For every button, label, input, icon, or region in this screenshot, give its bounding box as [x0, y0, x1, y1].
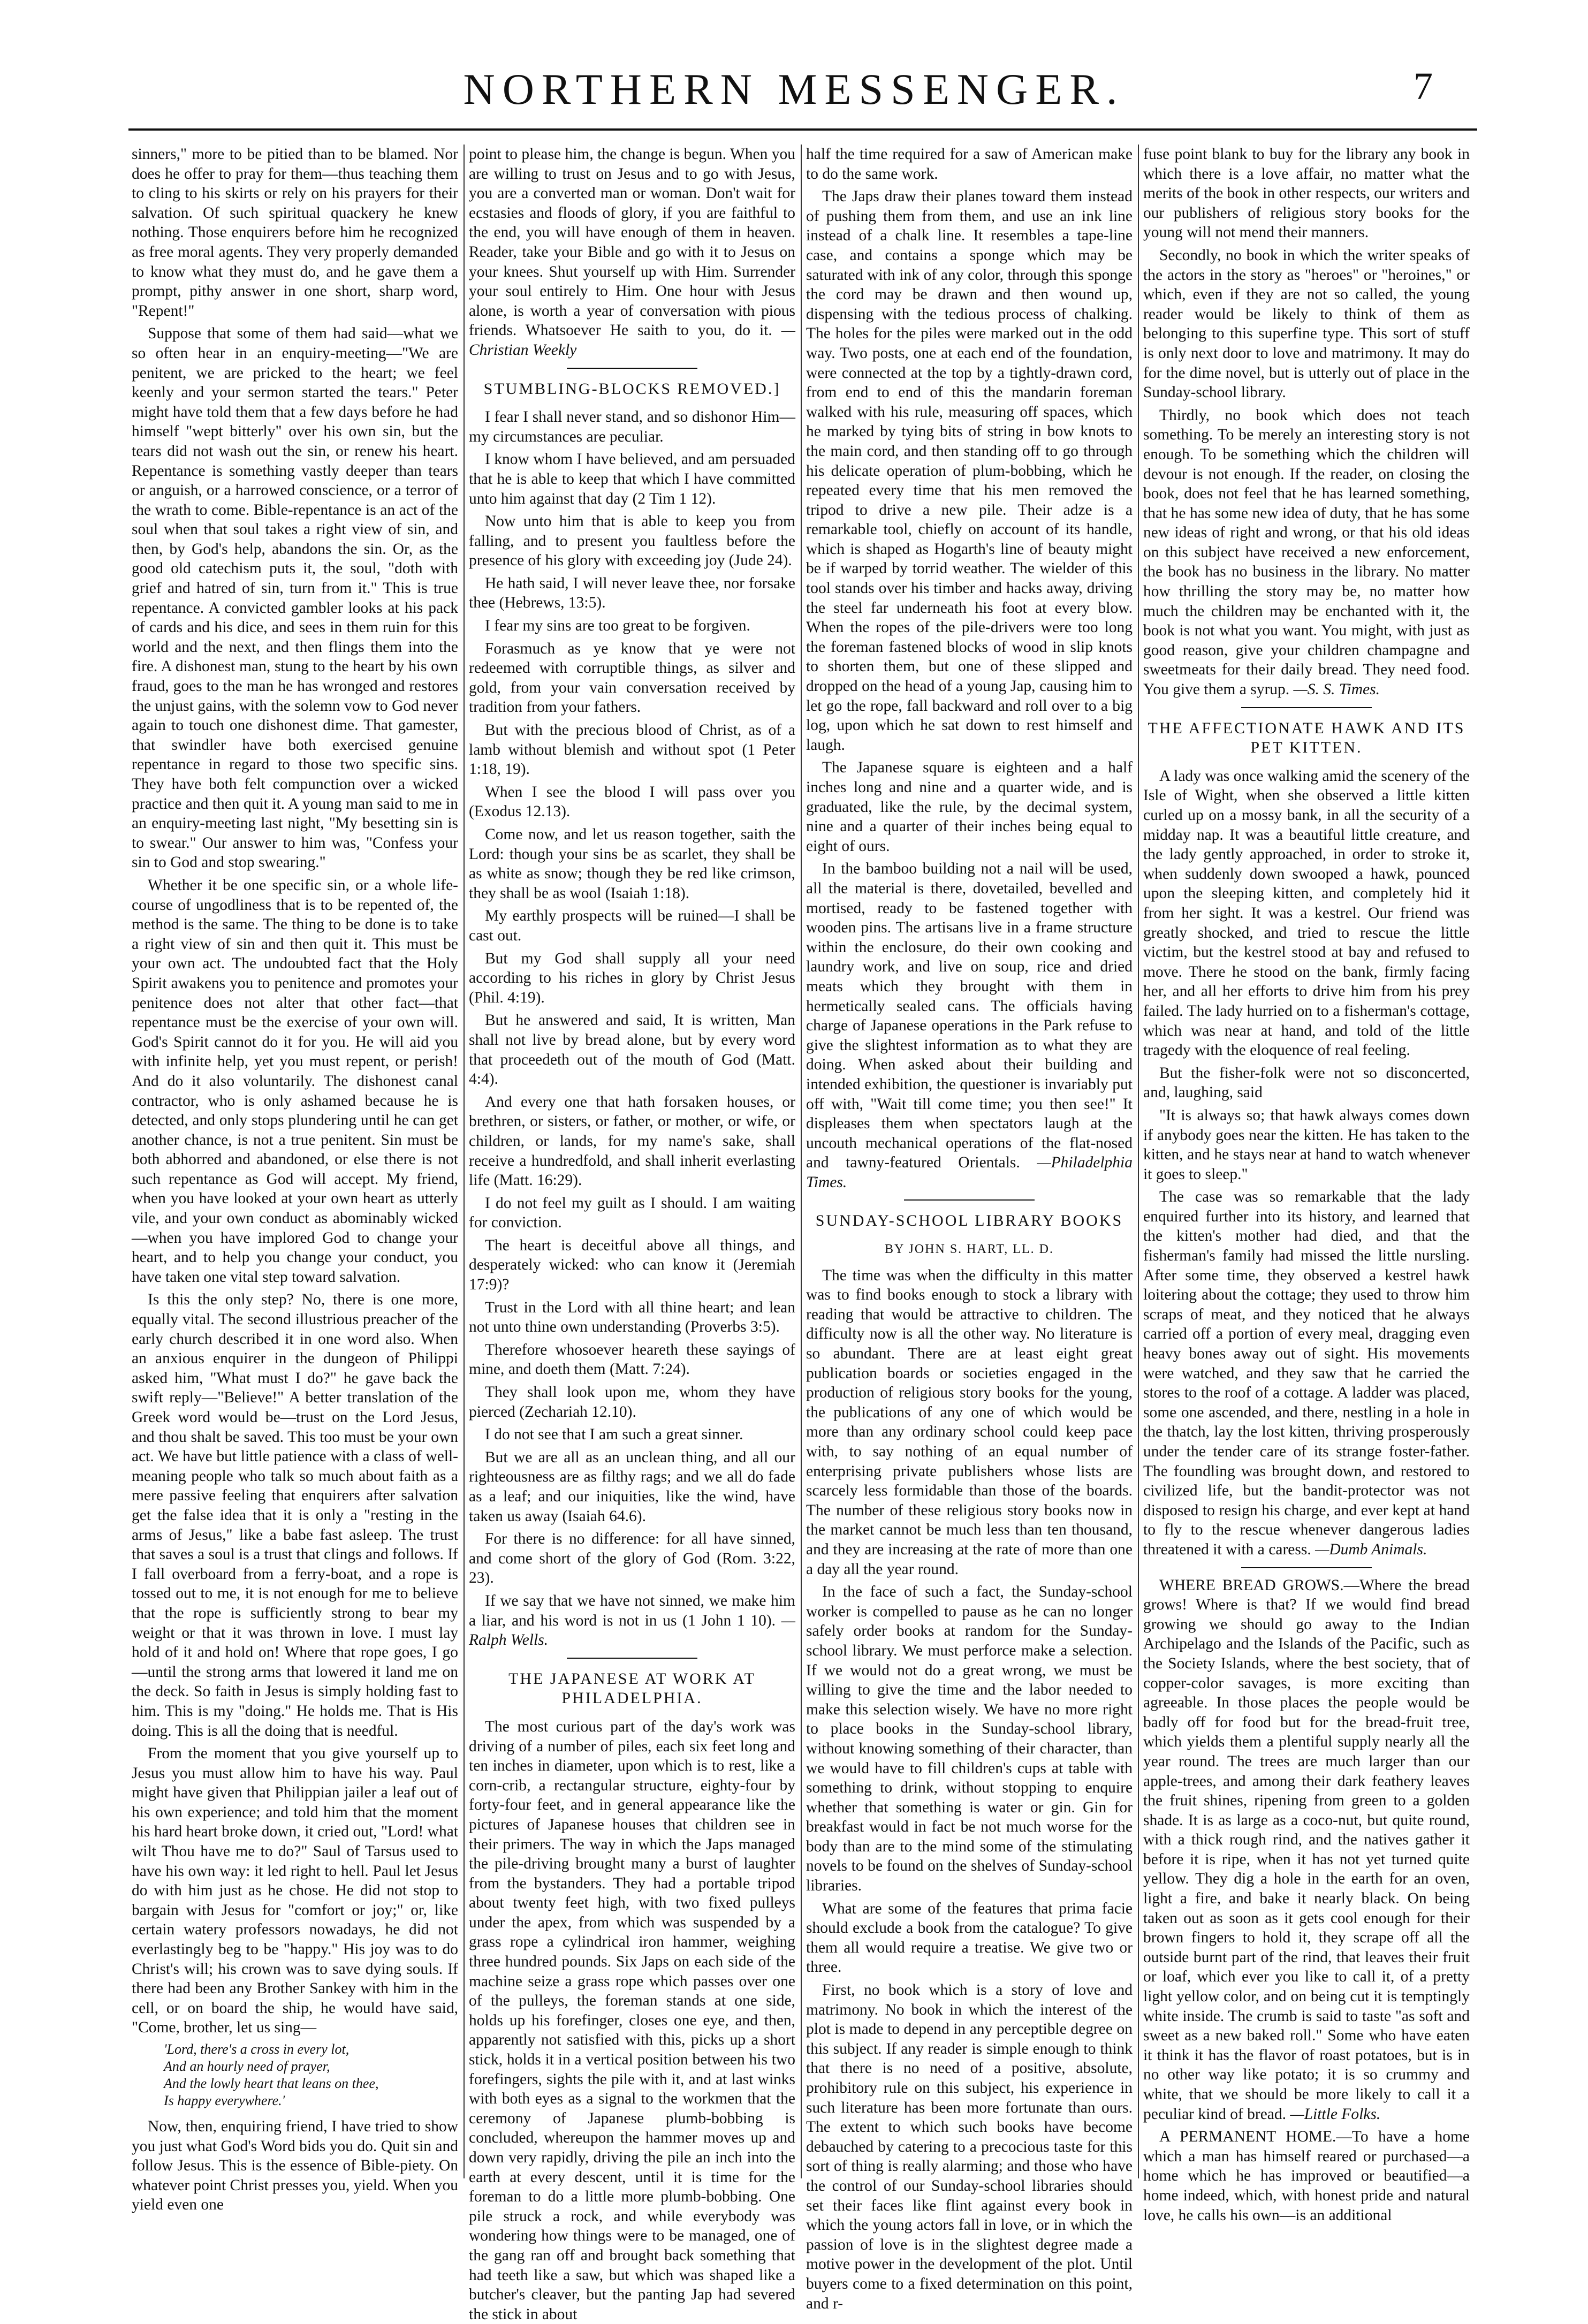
paragraph: Suppose that some of them had said—what we so often hear in an enquiry-meeting—"We are penitent, we are pricked to the heart; we feel keenly and your sermon started the tears." Peter might have told them that a few days before he had himself "wept bitterly" over his own sin, but the tears did not wash out the sin, or renew his heart. Repentance is something vastly deeper than tears or anguish, or a harrowed conscience, or a terror of the wrath to come. Bible-repentance is an act of the soul when that soul takes a right view of sin, and then, by God's help, abandons the sin. Or, as the good old catechism puts it, the soul, "doth with grief and hatred of sin, turn from it." This is true repentance. A convicted gambler looks at his pack of cards and his dice, and sees in them ruin for this world and the next, and then flings them into the fire. A dishonest man, stung to the heart by his own fraud, goes to the man he has wronged and restores the unjust gains, with the solemn vow to God never again to touch one dishonest dime. That gamester, that swindler have both exercised genuine repentance in regard to those two specific sins. They have both felt compunction over a wicked practice and then quit it. A young man said to me in an enquiry-meeting last night, "My besetting sin is to swear." Our answer to him was, "Confess your sin to God and stop swearing." — [132, 325, 458, 871]
paragraph: Come now, and let us reason together, saith the Lord: though your sins be as scarlet, they shall be as white as snow; though they be red like crimson, they shall be as wool (Isaiah 1:18). — [469, 826, 795, 902]
hymn-verse — [164, 2041, 458, 2109]
article-heading: STUMBLING-BLOCKS REMOVED.] — [483, 379, 781, 398]
paragraph: I fear I shall never stand, and so dishonor Him—my circumstances are peculiar. — [469, 408, 795, 445]
column-divider — [464, 145, 465, 2178]
lead-in: A PERMANENT HOME. — [1159, 2128, 1336, 2146]
article-heading: THE JAPANESE AT WORK AT PHILADELPHIA. — [508, 1669, 756, 1707]
section-divider — [1241, 1567, 1372, 1568]
paragraph: sinners," more to be pitied than to be blamed. Nor does he offer to pray for them—thus teaching them to cling to his skirts or rely on his prayers for their salvation. Of such spiritual quackery he knew nothing. Those enquirers before him he recognized as free moral agents. They very properly demanded to know what they must do, and he gave them a prompt, pithy answer in one short, sharp word, "Repent!" — [132, 146, 458, 320]
article-heading: SUNDAY-SCHOOL LIBRARY BOOKS — [815, 1212, 1123, 1230]
column-divider — [801, 145, 802, 2178]
verse-line: Is happy everywhere.' — [164, 2093, 285, 2108]
paragraph: I fear my sins are too great to be forgiven. — [485, 617, 750, 635]
paragraph: "It is always so; that hawk always comes down if anybody goes near the kitten. He has taken to the kitten, and he stays near at hand to watch whenever it goes to sleep." — [1143, 1106, 1470, 1183]
paragraph: Secondly, no book in which the writer speaks of the actors in the story as "heroes" or "heroines," or which, even if they are not so called, the young reader would be likely to think of them as belonging to this superfine type. This sort of stuff is only next door to love and matrimony. It may do for the dime novel, but is utterly out of place in the Sunday-school library. — [1143, 246, 1470, 401]
section-divider — [567, 1658, 697, 1659]
paragraph: fuse point blank to buy for the library any book in which there is a love affair, no matter what the merits of the book in other respects, our writers and our publishers of religious story books for the young will not mend their manners. — [1143, 146, 1470, 241]
paragraph: Forasmuch as ye know that ye were not redeemed with corruptible things, as silver and gold, from your vain conversation received by tradition from your fathers. — [469, 640, 795, 716]
paragraph: Trust in the Lord with all thine heart; and lean not unto thine own understanding (Proverbs 3:5). — [469, 1298, 795, 1336]
paragraph — [1143, 406, 1470, 700]
attribution: —Philadelphia Times. — [806, 1154, 1133, 1191]
paragraph-text: The case was so remarkable that the lady enquired further into its history, and learned that the kitten's mother had died, and that the fisherman's family had missed the little nursling. After some time, they observed a kestrel hawk loitering about the cottage; they used to throw him scraps of meat, and they noticed that he always carried off a portion of every meal, dragging even heavy bones away out of sight. His movements were watched, and they saw that he carried the stores to the roof of a cottage. A ladder was placed, some one ascended, and there, nestling in a hole in the thatch, lay the lost kitten, thriving prosperously under the tender care of its strange foster-father. The foundling was brought down, and restored to civilized life, but the bandit-protector was not disposed to resign his charge, and ever kept at hand to fly to the rescue whenever dangerous ladies threatened it with a caress. — [1143, 1188, 1470, 1558]
header-rule — [128, 128, 1477, 131]
paragraph: The most curious part of the day's work was driving of a number of piles, each six feet long and ten inches in diameter, upon which is to rest, like a corn-crib, a rectangular structure, eighty-four by forty-four feet, and in general appearance like the pictures of Japanese houses that children see in their primers. The way in which the Japs managed the pile-driving brought many a burst of laughter from the bystanders. They had a portable tripod about twenty feet high, with two fixed pulleys under the apex, from which was suspended by a grass rope a cylindrical iron hammer, weighing three hundred pounds. Six Japs on each side of the machine seize a grass rope which passes over one of the pulleys, the foreman stands at one side, holds up his forefinger, closes one eye, and then, apparently not satisfied with this, picks up a short stick, holds it in a vertical position between his two forefingers, sights the pile with it, and at last winks with both eyes as a signal to the workmen that the ceremony of Japanese plumb-bobbing is concluded, whereupon the hammer moves up and down very rapidly, driving the pile an inch into the earth at every descent, until it is time for the foreman to do a little more plumb-bobbing. One pile struck a rock, and while everybody was wondering how things were to be managed, one of the gang ran off and brought back something that had teeth like a saw, but which was shaped like a butcher's cleaver, but the panting Jap had severed the stick in about — [469, 1718, 795, 2323]
paragraph: But he answered and said, It is written, Man shall not live by bread alone, but by every word that proceedeth out of the mouth of God (Matt. 4:4). — [469, 1012, 795, 1088]
column-divider — [1138, 145, 1139, 2178]
verse-line: And the lowly heart that leans on thee, — [164, 2076, 379, 2091]
paragraph: Now unto him that is able to keep you from falling, and to present you faultless before the presence of his glory with exceeding joy (Jude 24). — [469, 513, 795, 569]
paragraph-text: point to please him, the change is begun. When you are willing to trust on Jesus and to go with Jesus, you are a converted man or woman. Don't wait for ecstasies and floods of glory, if you are faithful to the end, you will have enough of them in heaven. Reader, take your Bible and go with it to Jesus on your knees. Shut yourself up with Him. Surrender your soul entirely to Him. One hour with Jesus alone, is worth a year of conversation with pious friends. Whatsoever He saith to you, do it. — [469, 146, 795, 339]
paragraph: Is this the only step? No, there is one more, equally vital. The second illustrious preacher of the early church described it in one word also. When an anxious enquirer in the dungeon of Philippi asked him, "What must I do?" he gave back the swift reply—"Believe!" A better translation of the Greek word would be—trust on the Lord Jesus, and thou shalt be saved. This too must be your own act. We have but little patience with a class of well-meaning people who talk so much about faith as a mere passive feeling that enquirers after salvation get the false idea that it is only a "resting in the arms of Jesus," like a babe fast asleep. The trust that saves a soul is a trust that clings and follows. If I fall overboard from a ferry-boat, and a rope is tossed out to me, it is not enough for me to believe that the rope is sufficiently strong to bear my weight or that it was thrown in love. I must lay hold of it and hold on! Where that rope goes, I go—until the strong arms that lowered it land me on the deck. So faith in Jesus is simply holding fast to him. This is my "doing." He holds me. That is His doing. This is all the doing that is needful. — [132, 1291, 458, 1740]
paragraph: From the moment that you give yourself up to Jesus you must allow him to have his way. Paul might have given that Philippian jailer a leaf out of his own experience; and told him that the moment his hard heart broke down, it cried out, "Lord! what wilt Thou have me to do?" Saul of Tarsus used to have his own way: it led right to hell. Paul let Jesus do with him just as he chose. He did not stop to bargain with Jesus for "comfort or joy;" or, like certain watery professors nowadays, he did not everlastingly beg to be "happy." His joy was to do Christ's will; his crown was to save dying souls. If there had been any Brother Sankey with him in the cell, or on board the ship, he would have said, "Come, brother, let us sing— — [132, 1745, 458, 2037]
paragraph: But the fisher-folk were not so disconcerted, and, laughing, said — [1143, 1064, 1470, 1102]
paragraph — [1143, 2127, 1470, 2225]
column-3 — [806, 145, 1133, 2312]
paragraph — [806, 859, 1133, 1192]
paragraph-text: In the bamboo building not a nail will be used, all the material is there, dovetailed, bevelled and mortised, ready to be fastened together with wooden pins. The artisans live in a frame structure within the enclosure, do their own cooking and laundry work, and live on soup, rice and dried meats which they brought with them in hermetically sealed cans. The officials having charge of Japanese operations in the Park refuse to give the slightest information as to what they are doing. When asked about their building and intended exhibition, the questioner is invariably put off with, "Wait till come time; you then see!" It displeases them when spectators laugh at the uncouth mechanical operations of the flat-nosed and tawny-featured Orientals. — [806, 860, 1133, 1172]
section-divider — [1241, 707, 1372, 708]
paragraph-text: Thirdly, no book which does not teach something. To be merely an interesting story is not enough. To be something which the children will devour is not enough. If the reader, on closing the book, does not feel that he has learned something, that he has some new idea of duty, that he has some new ideas of right and wrong, or that his old ideas on this subject have received a new enforcement, the book has no business in the library. No matter how thrilling the story may be, no matter how much the children may be enchanted with it, the book is not what you want. You might, with just as good reason, give your children champagne and sweetmeats for their daily bread. They need food. You give them a syrup. — [1143, 406, 1470, 698]
verse-line: 'Lord, there's a cross in every lot, — [164, 2041, 349, 2057]
paragraph: I know whom I have believed, and am persuaded that he is able to keep that which I have committed unto him against that day (2 Tim 1 12). — [469, 451, 795, 507]
paragraph — [469, 1591, 795, 1650]
attribution: —S. S. Times. — [1293, 681, 1380, 698]
paragraph-text: —Where the bread grows! Where is that? If we would find bread growing we should go away to the Indian Archipelago and the Islands of the Pacific, such as the Society Islands, where the best society, that of copper-color savages, is more exciting than agreeable. In those places the people would be badly off for food but for the bread-fruit tree, which yields them a plentiful supply nearly all the year round. The trees are much larger than our apple-trees, and among their dark feathery leaves the fruit shines, ripening from green to a golden shade. It is as large as a coco-nut, but quite round, with a thick rough rind, and the natives gather it before it is ripe, when it has not yet turned quite yellow. They dig a hole in the earth for an oven, light a fire, and bake it nearly black. On being taken out as soon as it gets cool enough for their brown fingers to hold it, they scrape off all the outside burnt part of the rind, that leaves their fruit or loaf, which ever you like to call it, of a pretty light yellow color, and on being cut it is temptingly white inside. The crumb is said to taste "as soft and sweet as a new baked roll." Some who have eaten it think it has the flavor of roast potatoes, but is in no other way like potato; it is so crummy and white, that we should be more likely to call it a peculiar kind of bread. — [1143, 1576, 1470, 2123]
attribution: —Little Folks. — [1290, 2105, 1381, 2123]
paragraph: But with the precious blood of Christ, as of a lamb without blemish and without spot (1 Peter 1:18, 19). — [469, 721, 795, 778]
paragraph: But my God shall supply all your need according to his riches in glory by Christ Jesus (Phil. 4:19). — [469, 950, 795, 1006]
paragraph: A lady was once walking amid the scenery of the Isle of Wight, when she observed a little kitten curled up on a mossy bank, in all the security of a midday nap. It was a beautiful little creature, and the lady gently approached, in order to stroke it, when suddenly down swooped a hawk, pounced upon the sleeping kitten, and completely hid it from her sight. It was a kestrel. Our friend was greatly shocked, and tried to rescue the little victim, but the kestrel stood at bay and refused to move. There he stood on the bank, firmly facing her, and all her efforts to drive him from his prey failed. The lady hurried on to a fisherman's cottage, which was near at hand, and told of the little tragedy with the eloquence of real feeling. — [1143, 767, 1470, 1059]
paragraph — [469, 145, 795, 360]
paragraph: They shall look upon me, whom they have pierced (Zechariah 12.10). — [469, 1384, 795, 1421]
paragraph — [1143, 1576, 1470, 2124]
paragraph: Now, then, enquiring friend, I have tried to show you just what God's Word bids you do. Quit sin and follow Jesus. This is the essence of Bible-piety. On whatever point Christ presses you, yield. When you yield even one — [132, 2118, 458, 2214]
column-4 — [1143, 145, 1470, 2224]
paragraph: In the face of such a fact, the Sunday-school worker is compelled to pause as he can no longer safely order books at random for the Sunday-school library. We must perforce make a selection. If we would not do a great wrong, we must be willing to give the time and the labor needed to make this selection wisely. We have no more right to place books in the Sunday-school library, without knowing something of their character, than we would have to fill children's cups at table with something to drink, without stopping to enquire whether that something is water or gin. Gin for breakfast would in fact be not much worse for the body than are to the mind some of the stimulating novels to be found on the shelves of Sunday-school libraries. — [806, 1583, 1133, 1895]
article-heading: THE AFFECTIONATE HAWK AND ITS PET KITTEN. — [1148, 719, 1465, 757]
masthead — [0, 0, 1588, 161]
paragraph: First, no book which is a story of love and matrimony. No book in which the interest of the plot is made to depend in any perceptible degree on this subject. If any reader is simple enough to think that there is no need of a positive, absolute, prohibitory rule on this subject, his experience in such literature has been more fortunate than ours. The extent to which such books have become debauched by catering to a precocious taste for this sort of thing is really alarming; and those who have the control of our Sunday-school libraries should set their faces like flint against every book in which the young actors fall in love, or in which the passion of love is in the slightest degree made a motive power in the development of the plot. Until buyers come to a fixed determination on this point, and r- — [806, 1981, 1133, 2312]
paragraph-text: —To have a home which a man has himself reared or purchased—a home which he has improved or beautified—a home indeed, which, with honest pride and natural love, he calls his own—is an additional — [1143, 2128, 1470, 2224]
paragraph: My earthly prospects will be ruined—I shall be cast out. — [469, 907, 795, 944]
paragraph — [1143, 1187, 1470, 1559]
paragraph: What are some of the features that prima facie should exclude a book from the catalogue? To give them all would require a treatise. We give two or three. — [806, 1900, 1133, 1976]
lead-in: WHERE BREAD GROWS. — [1159, 1576, 1344, 1594]
paragraph: When I see the blood I will pass over you (Exodus 12.13). — [469, 783, 795, 821]
paragraph: half the time required for a saw of American make to do the same work. — [806, 146, 1133, 183]
attribution: —Dumb Animals. — [1315, 1540, 1427, 1558]
attribution: —Ralph Wells. — [469, 1612, 796, 1649]
paragraph: Whether it be one specific sin, or a whole life-course of ungodliness that is to be repented of, the method is the same. The thing to be done is to take a right view of sin and then quit it. This must be your own act. The undoubted fact that the Holy Spirit awakens you to penitence and promotes your penitence does not alter that other fact—that repentance must be the exercise of your own will. God's Spirit cannot do it for you. He will aid you with infinite help, yet you must repent, or perish! And do it also voluntarily. The dishonest canal contractor, who is only ashamed because he is detected, and only stops plundering until he can get another chance, is not a true penitent. Sin must be both abhorred and abandoned, or else there is not such repentance as God will accept. My friend, when you have looked at your own heart as utterly vile, and your own conduct as abominably wicked—when you have implored God to change your heart, and to help you change your conduct, you have taken one vital step toward salvation. — [132, 876, 458, 1286]
column-2 — [469, 145, 796, 2323]
newspaper-title: NORTHERN MESSENGER. — [463, 65, 1125, 113]
paragraph: The heart is deceitful above all things, and desperately wicked: who can know it (Jeremiah 17:9)? — [469, 1236, 795, 1294]
column-1 — [132, 145, 458, 2214]
section-divider — [567, 368, 697, 369]
paragraph: The time was when the difficulty in this matter was to find books enough to stock a library with reading that would be attractive to children. The difficulty now is all the other way. No literature is so abundant. There are at least eight great publication boards or societies engaged in the production of religious story books for the young, the publications of any one of which would be more than any ordinary school could keep pace with, to say nothing of an equal number of enterprising private publishers whose lists are scarcely less formidable than those of the boards. The number of these religious story books now in the market cannot be much less than ten thousand, and they are increasing at the rate of more than one a day all the year round. — [806, 1266, 1133, 1578]
verse-line: And an hourly need of prayer, — [164, 2059, 330, 2074]
page-number: 7 — [1414, 65, 1433, 108]
paragraph: For there is no difference: for all have sinned, and come short of the glory of God (Rom. 3:22, 23). — [469, 1530, 795, 1587]
paragraph: I do not feel my guilt as I should. I am waiting for conviction. — [469, 1194, 795, 1232]
paragraph: I do not see that I am such a great sinner. — [485, 1426, 743, 1444]
paragraph: But we are all as an unclean thing, and all our righteousness are as filthy rags; and we all do fade as a leaf; and our iniquities, like the wind, have taken us away (Isaiah 64.6). — [469, 1448, 795, 1525]
section-divider — [904, 1199, 1035, 1201]
paragraph: He hath said, I will never leave thee, nor forsake thee (Hebrews, 13:5). — [469, 574, 795, 612]
paragraph: Therefore whosoever heareth these sayings of mine, and doeth them (Matt. 7:24). — [469, 1341, 795, 1378]
paragraph-text: If we say that we have not sinned, we make him a liar, and his word is not in us (1 John 1 10). — [469, 1592, 795, 1629]
byline: BY JOHN S. HART, LL. D. — [885, 1242, 1054, 1257]
paragraph: The Japs draw their planes toward them instead of pushing them from them, and use an ink line instead of a chalk line. It resembles a tape-line case, and contains a sponge which may be saturated with ink of any color, through this sponge the cord may be drawn and then wound up, dispensing with the tedious process of chalking. The holes for the piles were marked out in the odd way. Two posts, one at each end of the foundation, were connected at the top by a tightly-drawn cord, from end to end of this the mandarin foreman walked with his rule, measuring off spaces, which he marked by tying bits of string in bow knots to the main cord, and then standing off to go through his delicate operation of plum-bobbing, which he repeated every time that his men removed the tripod to drive a new pile. Their adze is a remarkable tool, chiefly on account of its handle, which is shaped as Hogarth's line of beauty might be if warped by torrid weather. The wielder of this tool stands over his timber and hacks away, driving the steel far underneath his foot at every blow. When the ropes of the pile-drivers were too long the foreman fastened blocks of wood in slip knots to shorten them, but one of these slipped and dropped on the head of a young Jap, causing him to let go the rope, fall backward and roll over to a big log, upon which he sat down to rest himself and laugh. — [806, 188, 1133, 754]
paragraph: And every one that hath forsaken houses, or brethren, or sisters, or father, or mother, or wife, or children, or lands, for my name's sake, shall receive a hundredfold, and shall inherit everlasting life (Matt. 16:29). — [469, 1093, 795, 1189]
paragraph: The Japanese square is eighteen and a half inches long and nine and a quarter wide, and is graduated, like the rule, by the decimal system, nine and a quarter of their inches being equal to eight of ours. — [806, 759, 1133, 855]
attribution: —Christian Weekly — [469, 322, 796, 359]
